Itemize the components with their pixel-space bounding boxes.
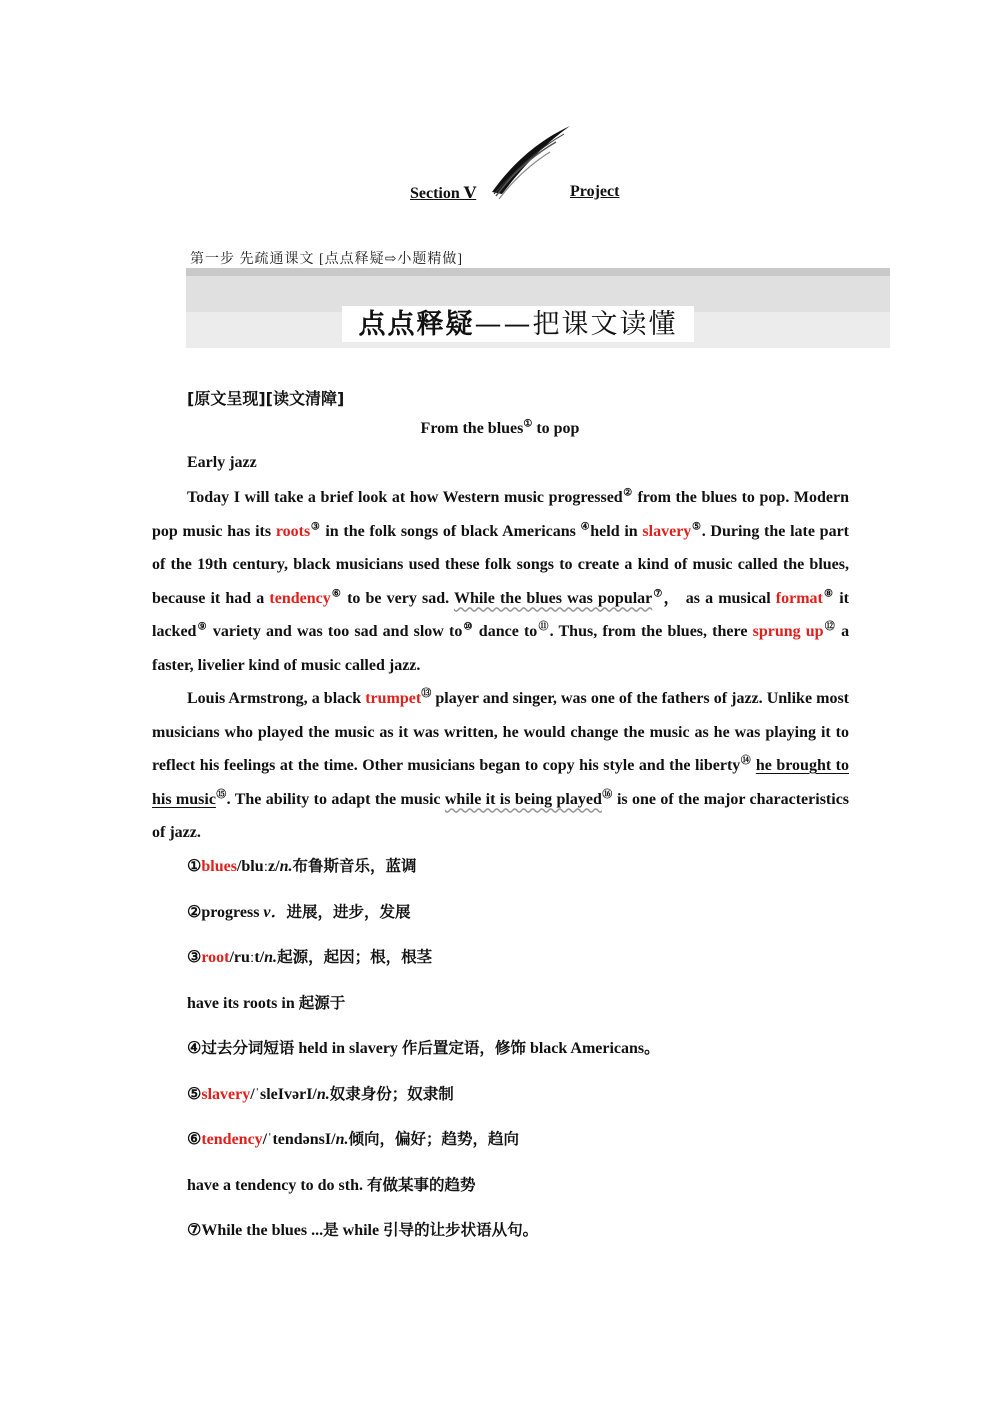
section-name: Project bbox=[570, 183, 620, 200]
step-line: 第一步 先疏通课文 [点点释疑⇨小题精做] bbox=[190, 252, 464, 267]
banner-title bbox=[342, 306, 694, 342]
banner-title-rest: 把课文读懂 bbox=[532, 309, 678, 340]
section-tag: [原文呈现][读文清障] bbox=[187, 389, 345, 408]
banner-title-bold: 点点释疑 bbox=[358, 309, 475, 340]
underlined-phrase: While the blues was popular bbox=[453, 589, 653, 607]
note-item: ⑦While the blues ...是 while 引导的让步状语从句。 bbox=[187, 1221, 539, 1239]
note-item: ③root/ruːt/n.起源，起因；根，根茎 bbox=[187, 948, 433, 966]
highlight-word: format bbox=[775, 589, 823, 607]
paragraph-1: Today I will take a brief look at how Western music progressed② from the blues to pop. Modern pop music has its roots③ in the folk songs of black Americans ④held in slavery⑤. During the late part of the 19th century, black musicians used these folk songs to create a kind of music called the blues, because it had a tendency⑥ to be very sad. While the blues was popular⑦， as a musical format⑧ it lacked⑨ variety and was too sad and slow to⑩ dance to⑪. Thus, from the blues, there sprung up⑫ a faster, livelier kind of music called jazz. bbox=[152, 487, 850, 674]
paragraph-2: Louis Armstrong, a black trumpet⑬ player and singer, was one of the fathers of jazz. Unlike most musicians who played the music as it was written, he would change the music as he was playing it to reflect his feelings at the time. Other musicians began to copy his style and the liberty⑭ he brought to his music⑮. The ability to adapt the music while it is being played⑯ is one of the major characteristics of jazz. bbox=[152, 688, 850, 841]
note-item: have its roots in 起源于 bbox=[187, 993, 346, 1012]
underlined-phrase: he brought to his music bbox=[152, 757, 850, 808]
note-item: have a tendency to do sth. 有做某事的趋势 bbox=[187, 1175, 476, 1194]
note-item: ⑤slavery/ˈsleIvərI/n.奴隶身份；奴隶制 bbox=[187, 1084, 454, 1103]
note-item: ②progress v．进展，进步，发展 bbox=[187, 902, 411, 921]
highlight-word: roots bbox=[275, 522, 311, 540]
article-body bbox=[152, 481, 849, 850]
note-item: ①blues/bluːz/n.布鲁斯音乐，蓝调 bbox=[187, 857, 417, 875]
vocab-notes bbox=[187, 852, 867, 1262]
section-header bbox=[0, 183, 1000, 207]
banner-dash: —— bbox=[474, 309, 533, 340]
highlight-word: tendency bbox=[269, 589, 331, 607]
banner-stripe bbox=[186, 268, 890, 276]
article-title: From the blues① to pop bbox=[420, 418, 580, 437]
highlight-word: sprung up bbox=[752, 623, 824, 640]
banner bbox=[186, 268, 890, 348]
underlined-phrase: while it is being played bbox=[444, 790, 602, 808]
note-item: ⑥tendency/ˈtendənsI/n.倾向，偏好；趋势，趋向 bbox=[187, 1130, 519, 1148]
article-subheading: Early jazz bbox=[187, 454, 257, 471]
note-item: ④过去分词短语 held in slavery 作后置定语，修饰 black Americans。 bbox=[187, 1039, 660, 1057]
highlight-word: slavery bbox=[642, 522, 692, 540]
highlight-word: trumpet bbox=[365, 690, 422, 707]
section-number: Section Ⅴ bbox=[410, 185, 477, 202]
